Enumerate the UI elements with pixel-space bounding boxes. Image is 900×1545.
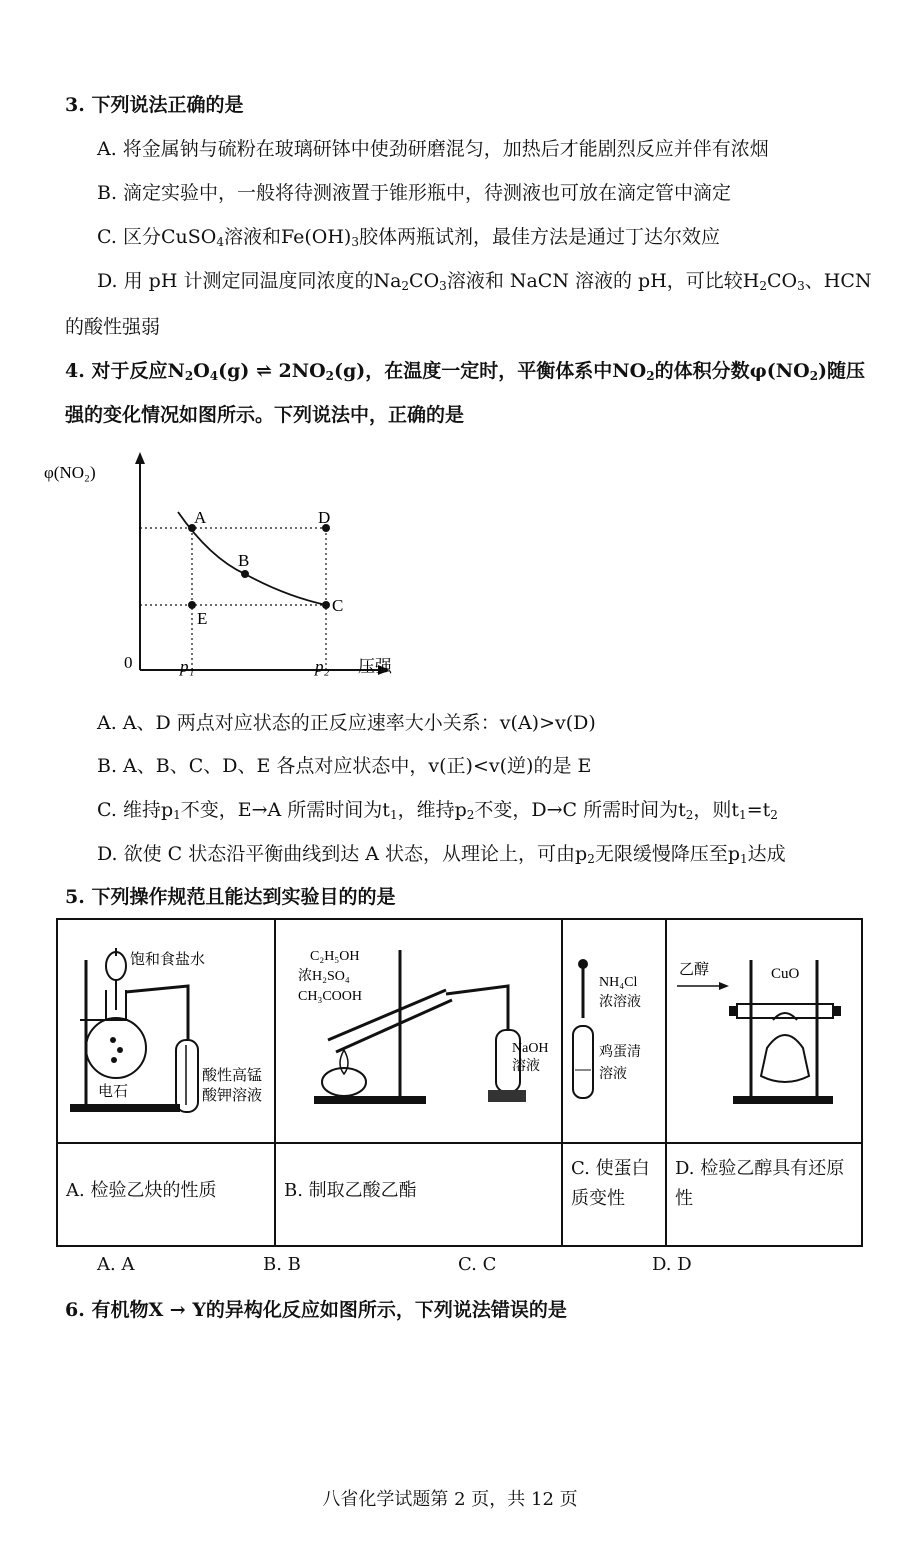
cap-b-cell bbox=[275, 1143, 562, 1246]
cap-a-cell bbox=[57, 1143, 275, 1246]
svg-text:溶液: 溶液 bbox=[599, 1067, 627, 1082]
point-b bbox=[241, 570, 249, 578]
q4-option-a: A. A、D 两点对应状态的正反应速率大小关系：v(A)>v(D) bbox=[97, 712, 596, 734]
caption-b: B. 制取乙酸乙酯 bbox=[284, 1180, 417, 1201]
cap-d-cell bbox=[666, 1143, 862, 1246]
phi-pressure-graph bbox=[40, 448, 420, 688]
q3-option-d: D. 用 pH 计测定同温度同浓度的$Na_2CO_3$溶液和 NaCN 溶液的 pH，可比较$H_2CO_3$、HCN bbox=[97, 270, 872, 293]
svg-text:酸性高锰: 酸性高锰 bbox=[202, 1068, 263, 1084]
q4-option-b: B. A、B、C、D、E 各点对应状态中，v(正)<v(逆)的是 E bbox=[97, 755, 592, 777]
q5-answer-c: C. C bbox=[458, 1254, 497, 1275]
svg-text:NH₄Cl: NH₄Cl bbox=[599, 975, 638, 990]
q5-answer-d: D. D bbox=[652, 1254, 692, 1275]
q4-stem: 4. 对于反应$N_2O_4(g)$ ⇌ $2NO_2(g)$，在温度一定时，平衡体系中$NO_2$的体积分数$\varphi(NO_2)$随压 bbox=[65, 360, 866, 383]
fig-a-cell bbox=[57, 919, 275, 1143]
svg-text:饱和食盐水: 饱和食盐水 bbox=[130, 952, 206, 968]
fig-b-cell bbox=[275, 919, 562, 1143]
q3-option-d-cont: 的酸性强弱 bbox=[65, 316, 161, 338]
q4-option-d: D. 欲使 C 状态沿平衡曲线到达 A 状态，从理论上，可由$p_2$无限缓慢降压至$p_1$达成 bbox=[97, 843, 786, 866]
q4-option-c: C. 维持$p_1$不变，E→A 所需时间为$t_1$，维持$p_2$不变，D→C 所需时间为$t_2$，则$t_1=t_2$ bbox=[97, 799, 778, 822]
caption-a: A. 检验乙炔的性质 bbox=[66, 1180, 217, 1201]
q5-answer-a: A. A bbox=[97, 1254, 135, 1275]
apparatus-a bbox=[58, 920, 274, 1138]
p1-label: p₁ bbox=[180, 657, 195, 676]
svg-text:CH₃COOH: CH₃COOH bbox=[298, 989, 362, 1004]
label-c: C bbox=[332, 596, 344, 615]
svg-text:CuO: CuO bbox=[771, 966, 800, 982]
y-axis-arrow bbox=[135, 452, 145, 464]
svg-text:NaOH: NaOH bbox=[512, 1041, 549, 1056]
point-e bbox=[188, 601, 196, 609]
fig-d-cell bbox=[666, 919, 862, 1143]
label-b: B bbox=[238, 551, 250, 570]
svg-text:浓溶液: 浓溶液 bbox=[599, 995, 641, 1010]
caption-c: C. 使蛋白质变性 bbox=[571, 1158, 650, 1209]
q3-option-a: A. 将金属钠与硫粉在玻璃研钵中使劲研磨混匀，加热后才能剧烈反应并伴有浓烟 bbox=[97, 138, 769, 160]
cap-c-cell bbox=[562, 1143, 666, 1246]
label-a: A bbox=[194, 508, 207, 527]
q3-option-b: B. 滴定实验中，一般将待测液置于锥形瓶中，待测液也可放在滴定管中滴定 bbox=[97, 182, 732, 204]
svg-text:浓H₂SO₄: 浓H₂SO₄ bbox=[298, 969, 350, 984]
svg-text:C₂H₅OH: C₂H₅OH bbox=[310, 949, 360, 964]
q3-option-c: C. 区分CuSO$_4$溶液和$Fe(OH)_3$胶体两瓶试剂，最佳方法是通过丁达尔效应 bbox=[97, 226, 720, 249]
svg-text:酸钾溶液: 酸钾溶液 bbox=[202, 1088, 263, 1104]
svg-text:乙醇: 乙醇 bbox=[679, 962, 710, 978]
svg-text:电石: 电石 bbox=[98, 1084, 129, 1100]
q4-stem-cont: 强的变化情况如图所示。下列说法中，正确的是 bbox=[65, 404, 465, 426]
apparatus-b bbox=[276, 920, 561, 1138]
apparatus-d bbox=[667, 920, 861, 1138]
q5-answer-b: B. B bbox=[263, 1254, 301, 1275]
q3-stem: 3. 下列说法正确的是 bbox=[65, 94, 244, 116]
svg-text:鸡蛋清: 鸡蛋清 bbox=[599, 1045, 641, 1060]
q6-stem: 6. 有机物X → Y的异构化反应如图所示，下列说法错误的是 bbox=[65, 1299, 567, 1321]
caption-d: D. 检验乙醇具有还原性 bbox=[675, 1158, 845, 1209]
p2-label: p₂ bbox=[315, 657, 330, 676]
apparatus-c bbox=[563, 920, 665, 1138]
label-d: D bbox=[318, 508, 331, 527]
svg-text:溶液: 溶液 bbox=[512, 1059, 540, 1074]
q5-apparatus-table bbox=[56, 918, 863, 1247]
q5-stem: 5. 下列操作规范且能达到实验目的的是 bbox=[65, 886, 396, 908]
label-e: E bbox=[197, 609, 208, 628]
origin-label: 0 bbox=[124, 653, 133, 672]
x-axis-label: 压强 bbox=[358, 657, 392, 676]
y-axis-label: φ(NO₂) bbox=[44, 463, 96, 482]
page-footer: 八省化学试题第 2 页，共 12 页 bbox=[322, 1489, 578, 1510]
point-c bbox=[322, 601, 330, 609]
fig-c-cell bbox=[562, 919, 666, 1143]
